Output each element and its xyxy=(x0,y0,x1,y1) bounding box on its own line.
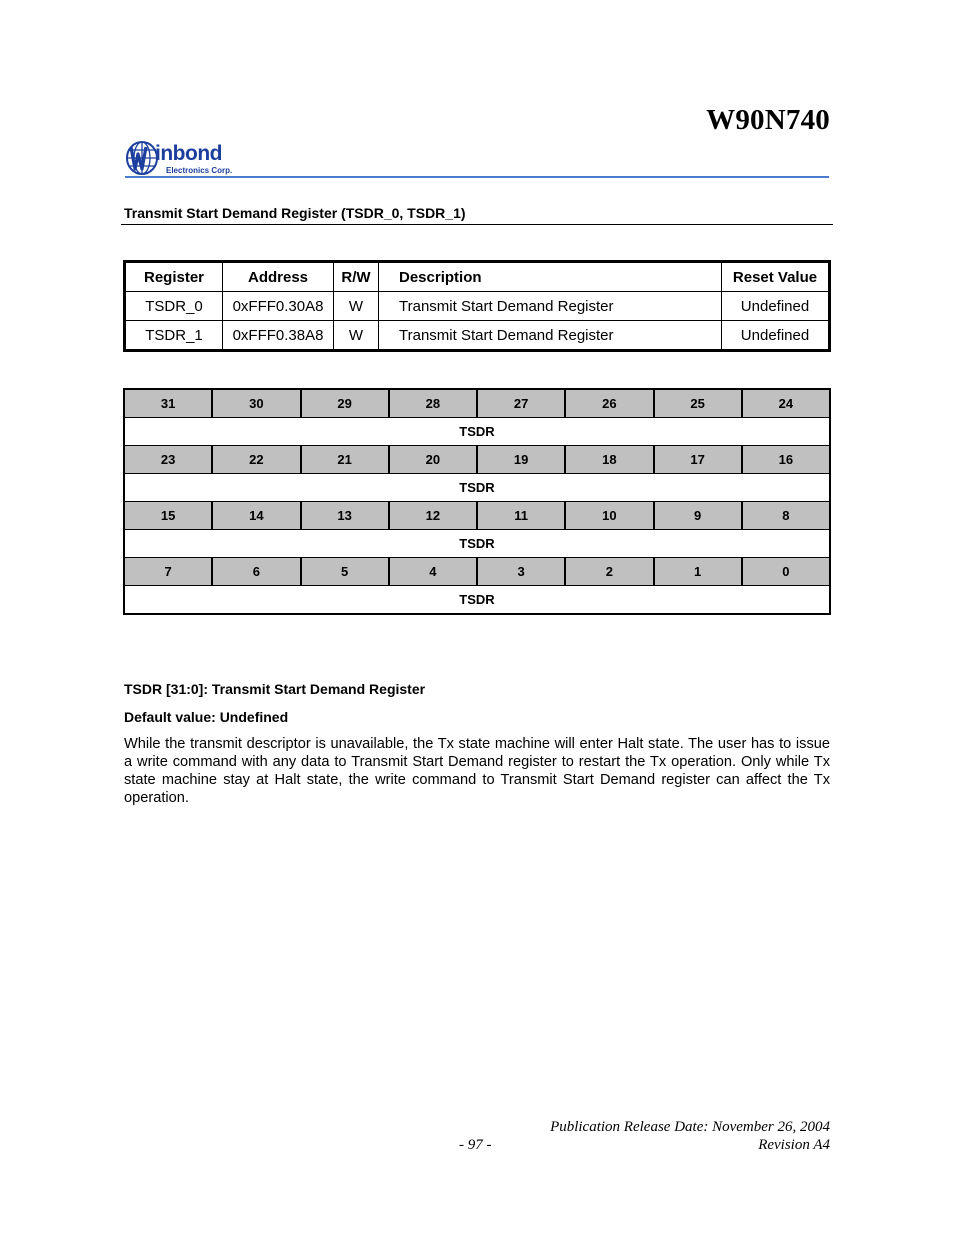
bit-number: 30 xyxy=(212,389,300,418)
cell-rw: W xyxy=(334,292,379,321)
bit-number-row xyxy=(124,502,830,530)
bit-number: 15 xyxy=(124,502,212,530)
bit-number: 31 xyxy=(124,389,212,418)
bit-number: 19 xyxy=(477,446,565,474)
bit-number: 22 xyxy=(212,446,300,474)
bit-number: 13 xyxy=(301,502,389,530)
revision-label: Revision A4 xyxy=(758,1137,830,1153)
bit-number: 0 xyxy=(742,558,830,586)
bit-number: 6 xyxy=(212,558,300,586)
cell-rw: W xyxy=(334,321,379,351)
bit-field-table xyxy=(123,388,831,615)
bit-number: 26 xyxy=(565,389,653,418)
cell-reset-value: Undefined xyxy=(722,292,830,321)
bit-field-row xyxy=(124,474,830,502)
cell-description: Transmit Start Demand Register xyxy=(379,321,722,351)
bit-number: 27 xyxy=(477,389,565,418)
section-divider xyxy=(121,224,833,225)
publication-date: Publication Release Date: November 26, 2004 xyxy=(550,1119,830,1135)
bit-number-row xyxy=(124,558,830,586)
bit-number: 3 xyxy=(477,558,565,586)
section-title: Transmit Start Demand Register (TSDR_0, TSDR_1) xyxy=(124,205,466,221)
bit-number: 10 xyxy=(565,502,653,530)
bit-number: 29 xyxy=(301,389,389,418)
header-divider xyxy=(125,176,829,178)
register-table xyxy=(123,260,831,352)
bit-number: 28 xyxy=(389,389,477,418)
bit-field-name: TSDR xyxy=(124,586,830,615)
field-description-title: TSDR [31:0]: Transmit Start Demand Register xyxy=(124,681,426,697)
cell-address: 0xFFF0.30A8 xyxy=(223,292,334,321)
col-address: Address xyxy=(223,262,334,292)
bit-number-row xyxy=(124,389,830,418)
bit-number: 24 xyxy=(742,389,830,418)
field-description-body: While the transmit descriptor is unavailable, the Tx state machine will enter Halt state. The user has to issue a write command with any data to Transmit Start Demand register to restart the Tx operation. Only while Tx state machine stay at Halt state, the write command to Transmit Start Demand register can affect the Tx operation. xyxy=(124,736,830,806)
logo-wordmark: inbond xyxy=(155,142,222,165)
bit-number: 5 xyxy=(301,558,389,586)
bit-number-row xyxy=(124,446,830,474)
winbond-logo xyxy=(125,138,255,178)
default-value-label: Default value: Undefined xyxy=(124,709,289,725)
bit-field-name: TSDR xyxy=(124,418,830,446)
table-row xyxy=(125,292,830,321)
bit-field-name: TSDR xyxy=(124,474,830,502)
bit-number: 20 xyxy=(389,446,477,474)
bit-field-name: TSDR xyxy=(124,530,830,558)
bit-field-row xyxy=(124,530,830,558)
bit-number: 12 xyxy=(389,502,477,530)
part-number: W90N740 xyxy=(706,104,830,136)
bit-number: 25 xyxy=(654,389,742,418)
register-table-header xyxy=(125,262,830,292)
col-reset-value: Reset Value xyxy=(722,262,830,292)
bit-field-row xyxy=(124,418,830,446)
bit-number: 1 xyxy=(654,558,742,586)
col-description: Description xyxy=(379,262,722,292)
bit-number: 21 xyxy=(301,446,389,474)
bit-number: 16 xyxy=(742,446,830,474)
cell-register: TSDR_1 xyxy=(125,321,223,351)
cell-reset-value: Undefined xyxy=(722,321,830,351)
cell-description: Transmit Start Demand Register xyxy=(379,292,722,321)
bit-number: 17 xyxy=(654,446,742,474)
logo-subtitle: Electronics Corp. xyxy=(166,166,233,175)
col-register: Register xyxy=(125,262,223,292)
bit-number: 9 xyxy=(654,502,742,530)
bit-number: 11 xyxy=(477,502,565,530)
col-rw: R/W xyxy=(334,262,379,292)
bit-number: 4 xyxy=(389,558,477,586)
page-number: - 97 - xyxy=(459,1137,492,1153)
cell-register: TSDR_0 xyxy=(125,292,223,321)
bit-field-row xyxy=(124,586,830,615)
bit-number: 7 xyxy=(124,558,212,586)
bit-number: 8 xyxy=(742,502,830,530)
bit-number: 23 xyxy=(124,446,212,474)
table-row xyxy=(125,321,830,351)
bit-number: 18 xyxy=(565,446,653,474)
bit-number: 2 xyxy=(565,558,653,586)
cell-address: 0xFFF0.38A8 xyxy=(223,321,334,351)
bit-number: 14 xyxy=(212,502,300,530)
